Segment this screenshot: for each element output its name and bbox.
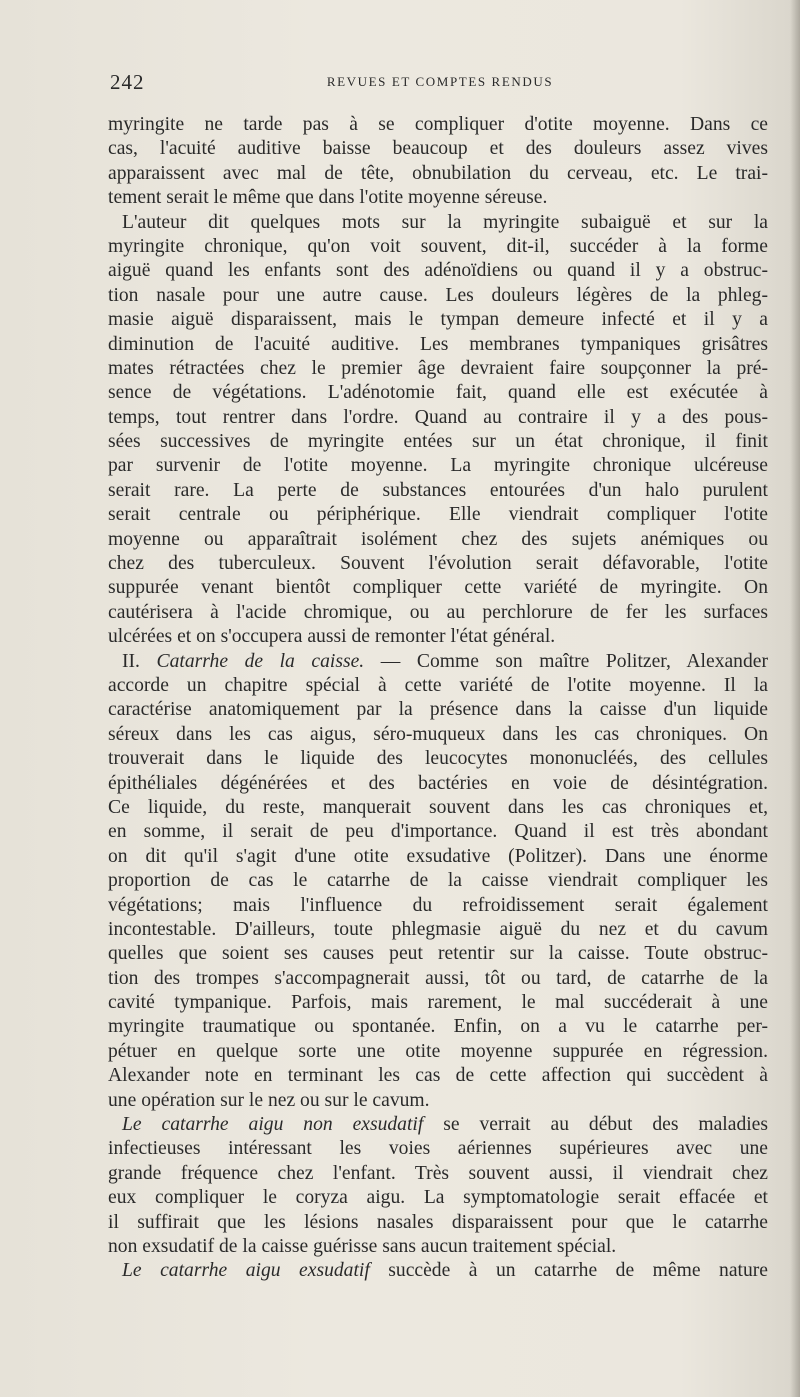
text-line: apparaissent avec mal de tête, obnubilation du cerveau, etc. Le trai- (108, 162, 768, 184)
text-line: infectieuses intéressant les voies aériennes supérieures avec une (108, 1138, 768, 1160)
text-line: serait rare. La perte de substances entourées d'un halo purulent (108, 479, 768, 501)
subsection-line (108, 1259, 768, 1283)
text-line: tion des trompes s'accompagnerait aussi, tôt ou tard, de catarrhe de la (108, 967, 768, 989)
text-run: se verrait au début des maladies (423, 1114, 769, 1136)
text-line: ulcérées et on s'occupera aussi de remonter l'état général. (108, 626, 556, 648)
text-line: par survenir de l'otite moyenne. La myringite chronique ulcéreuse (108, 455, 768, 477)
text-line: chez des tuberculeux. Souvent l'évolution serait défavorable, l'otite (108, 553, 768, 575)
running-head (110, 70, 770, 94)
text-line: pétuer en quelque sorte une otite moyenne suppurée en régression. (108, 1040, 768, 1062)
text-line: sées successives de myringite entées sur un état chronique, il finit (108, 431, 768, 453)
text-line: mates rétractées chez le premier âge devraient faire soupçonner la pré- (108, 357, 768, 379)
text-line: tion nasale pour une autre cause. Les douleurs légères de la phleg- (108, 284, 768, 306)
text-line: végétations; mais l'influence du refroidissement serait également (108, 894, 768, 916)
text-line: grande fréquence chez l'enfant. Très souvent aussi, il viendrait chez (108, 1162, 768, 1184)
section-number: II. (122, 650, 157, 672)
text-line: quelles que soient ses causes peut retentir sur la caisse. Toute obstruc- (108, 943, 768, 965)
text-line: on dit qu'il s'agit d'une otite exsudative (Politzer). Dans une énorme (108, 845, 768, 867)
text-line: trouverait dans le liquide des leucocytes mononucléés, des cellules (108, 748, 768, 770)
text-line: tement serait le même que dans l'otite moyenne séreuse. (108, 187, 548, 209)
section-heading-line (108, 650, 768, 674)
page-number: 242 (110, 70, 145, 94)
text-line: cavité tympanique. Parfois, mais rarement, le mal succéderait à une (108, 992, 768, 1014)
text-line: aiguë quand les enfants sont des adénoïdiens ou quand il y a obstruc- (108, 260, 768, 282)
text-line: caractérise anatomiquement par la présence dans la caisse d'un liquide (108, 699, 768, 721)
text-line: masie aiguë disparaissent, mais le tympan demeure infecté et il y a (108, 309, 768, 331)
text-line: temps, tout rentrer dans l'ordre. Quand au contraire il y a des pous- (108, 406, 768, 428)
text-run: — Comme son maître Politzer, Alexander (364, 650, 768, 672)
text-run: succède à un catarrhe de même nature (369, 1260, 768, 1282)
text-line: L'auteur dit quelques mots sur la myringite subaiguë et sur la (122, 211, 768, 233)
text-line: une opération sur le nez ou sur le cavum. (108, 1089, 430, 1111)
text-line: en somme, il serait de peu d'importance. Quand il est très abondant (108, 821, 768, 843)
text-line: épithéliales dégénérées et des bactéries en voie de désintégration. (108, 772, 768, 794)
text-line: accorde un chapitre spécial à cette variété de l'otite moyenne. Il la (108, 674, 768, 696)
text-line: cas, l'acuité auditive baisse beaucoup et des douleurs assez vives (108, 138, 768, 160)
subsection-title: Le catarrhe aigu non exsudatif (122, 1114, 424, 1136)
running-title: REVUES ET COMPTES RENDUS (326, 74, 554, 89)
text-line: myringite chronique, qu'on voit souvent, dit-il, succéder à la forme (108, 235, 768, 257)
text-line: incontestable. D'ailleurs, toute phlegmasie aiguë du nez et du cavum (108, 918, 768, 940)
subsection-title: Le catarrhe aigu exsudatif (122, 1260, 370, 1282)
article-body (108, 113, 768, 1284)
text-line: myringite ne tarde pas à se compliquer d'otite moyenne. Dans ce (108, 114, 768, 135)
text-line: suppurée venant bientôt compliquer cette variété de myringite. On (108, 577, 768, 599)
text-line: eux compliquer le coryza aigu. La symptomatologie serait effacée et (108, 1187, 768, 1209)
subsection-line (108, 1113, 768, 1137)
text-line: serait centrale ou périphérique. Elle viendrait compliquer l'otite (108, 504, 768, 526)
text-line: proportion de cas le catarrhe de la caisse viendrait compliquer les (108, 870, 768, 892)
text-line: cautérisera à l'acide chromique, ou au perchlorure de fer les surfaces (108, 601, 768, 623)
text-line: myringite traumatique ou spontanée. Enfin, on a vu le catarrhe per- (108, 1016, 768, 1038)
text-line: diminution de l'acuité auditive. Les membranes tympaniques grisâtres (108, 333, 768, 355)
text-line: sence de végétations. L'adénotomie fait, quand elle est exécutée à (108, 382, 768, 404)
section-title: Catarrhe de la caisse. (156, 650, 365, 672)
page-edge-shadow (790, 0, 800, 1397)
text-line: il suffirait que les lésions nasales disparaissent pour que le catarrhe (108, 1211, 768, 1233)
text-line: moyenne ou apparaîtrait isolément chez des sujets anémiques ou (108, 528, 768, 550)
text-line: Alexander note en terminant les cas de cette affection qui succèdent à (108, 1065, 768, 1087)
text-line: non exsudatif de la caisse guérisse sans aucun traitement spécial. (108, 1235, 617, 1257)
text-line: Ce liquide, du reste, manquerait souvent dans les cas chroniques et, (108, 796, 768, 818)
text-line: séreux dans les cas aigus, séro-muqueux dans les cas chroniques. On (108, 723, 768, 745)
